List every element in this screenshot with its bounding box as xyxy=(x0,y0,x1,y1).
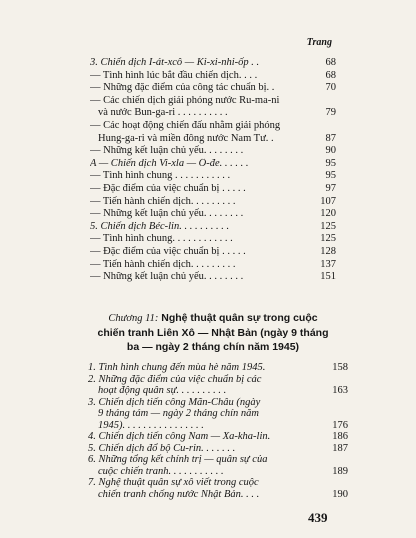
toc-entry-title: A — Chiến dịch Vi-xla — Ô-đe. . . . . . xyxy=(90,157,249,169)
toc-entry-title: — Những kết luận chủ yếu. . . . . . . . xyxy=(90,208,244,220)
toc-entry-page: 151 xyxy=(320,271,336,283)
chapter-label: Chương 11: xyxy=(108,313,159,324)
toc-entry-title: 6. Những tổng kết chính trị — quân sự của xyxy=(88,454,268,465)
toc-entry-title: — Những kết luận chủ yếu. . . . . . . . xyxy=(90,145,244,157)
toc-entry-title: 2. Những đặc điểm của việc chuẩn bị các xyxy=(88,373,262,385)
toc-entry-page: 87 xyxy=(325,132,336,144)
toc-entry-page: 97 xyxy=(325,183,336,194)
toc-entry-page: 176 xyxy=(332,419,348,431)
toc-entry-title: — Tiến hành chiến dịch. . . . . . . . . xyxy=(90,258,236,270)
toc-entry-title: 5. Chiến dịch Béc-lin. . . . . . . . . . xyxy=(90,220,230,232)
toc-entry-title: cuộc chiến tranh. . . . . . . . . . . xyxy=(98,465,224,477)
toc-entry-page: 70 xyxy=(325,82,336,94)
toc-entry-page: 128 xyxy=(320,246,336,257)
toc-entry-title: 4. Chiến dịch tiến công Nam — Xa-kha-lin. xyxy=(88,431,271,442)
toc-entry-page: 190 xyxy=(332,488,348,500)
toc-entry-title: 9 tháng tám — ngày 2 tháng chín năm xyxy=(98,408,259,419)
chapter-title-line-1: Nghệ thuật quân sự trong cuộc xyxy=(158,312,318,324)
toc-entry-page: 137 xyxy=(320,258,336,270)
toc-entry-title: 3. Chiến dịch I-át-xcô — Ki-xi-nhi-ốp . . xyxy=(90,57,260,68)
toc-entry-title: — Đặc điểm của việc chuẩn bị . . . . . xyxy=(90,183,246,194)
page-column-heading: Trang xyxy=(306,37,332,48)
toc-entry-page: 163 xyxy=(332,385,348,396)
toc-entry-title: Hung-ga-ri và miền đông nước Nam Tư. . xyxy=(98,132,274,144)
toc-entry-page: 95 xyxy=(325,170,336,182)
toc-entry-title: — Các chiến dịch giải phóng nước Ru-ma-ni xyxy=(90,94,280,106)
chapter-title-line-2: chiến tranh Liên Xô — Nhật Bản (ngày 9 tháng xyxy=(97,327,329,339)
toc-entry-page: 187 xyxy=(332,442,348,454)
toc-entry-page: 68 xyxy=(325,69,336,81)
toc-entry-title: 7. Nghệ thuật quân sự xô viết trong cuộc xyxy=(88,477,259,488)
toc-entry-title: 1945). . . . . . . . . . . . . . . . xyxy=(98,419,204,431)
page-number: 439 xyxy=(308,510,328,525)
toc-entry-page: 79 xyxy=(325,107,336,119)
toc-entry-title: — Tiến hành chiến dịch. . . . . . . . . xyxy=(90,195,236,207)
toc-entry-title: — Các hoạt động chiến đấu nhằm giải phóng xyxy=(90,120,281,131)
toc-entry-title: — Tình hình chung. . . . . . . . . . . . xyxy=(90,233,233,245)
chapter-heading xyxy=(88,311,338,354)
toc-entry-title: chiến tranh chống nước Nhật Bản. . . . xyxy=(98,488,260,500)
toc-entry-page: 90 xyxy=(325,145,336,157)
toc-entry-title: 5. Chiến dịch đổ bộ Cu-rin. . . . . . . xyxy=(88,442,236,454)
toc-entry-title: — Những đặc điểm của công tác chuẩn bị. . xyxy=(90,82,275,94)
toc-entry-page: 120 xyxy=(320,208,336,220)
toc-entry-title: — Những kết luận chủ yếu. . . . . . . . xyxy=(90,271,244,283)
toc-entry-title: 3. Chiến dịch tiến công Mãn-Châu (ngày xyxy=(88,396,261,408)
toc-entry-page: 68 xyxy=(325,57,336,68)
toc-entry-page: 125 xyxy=(320,233,336,245)
toc-entry-title: 1. Tình hình chung đến mùa hè năm 1945. xyxy=(88,362,266,373)
toc-entry-page: 158 xyxy=(332,362,348,373)
toc-entry-page: 125 xyxy=(320,220,336,232)
toc-entry-page: 186 xyxy=(332,431,348,442)
toc-entry-title: — Tình hình lúc bắt đầu chiến dịch. . . . xyxy=(90,69,258,81)
toc-entry-title: — Đặc điểm của việc chuẩn bị . . . . . xyxy=(90,246,246,257)
chapter-title-line-3: ba — ngày 2 tháng chín năm 1945) xyxy=(126,341,300,353)
toc-entry-title: — Tình hình chung . . . . . . . . . . . xyxy=(90,170,231,182)
toc-entry-page: 95 xyxy=(325,157,336,169)
toc-entry-page: 107 xyxy=(320,195,336,207)
toc-entry-title: hoạt động quân sự. . . . . . . . . . xyxy=(98,385,227,396)
toc-entry-title: và nước Bun-ga-ri . . . . . . . . . . xyxy=(98,107,228,119)
toc-entry-page: 189 xyxy=(332,465,348,477)
